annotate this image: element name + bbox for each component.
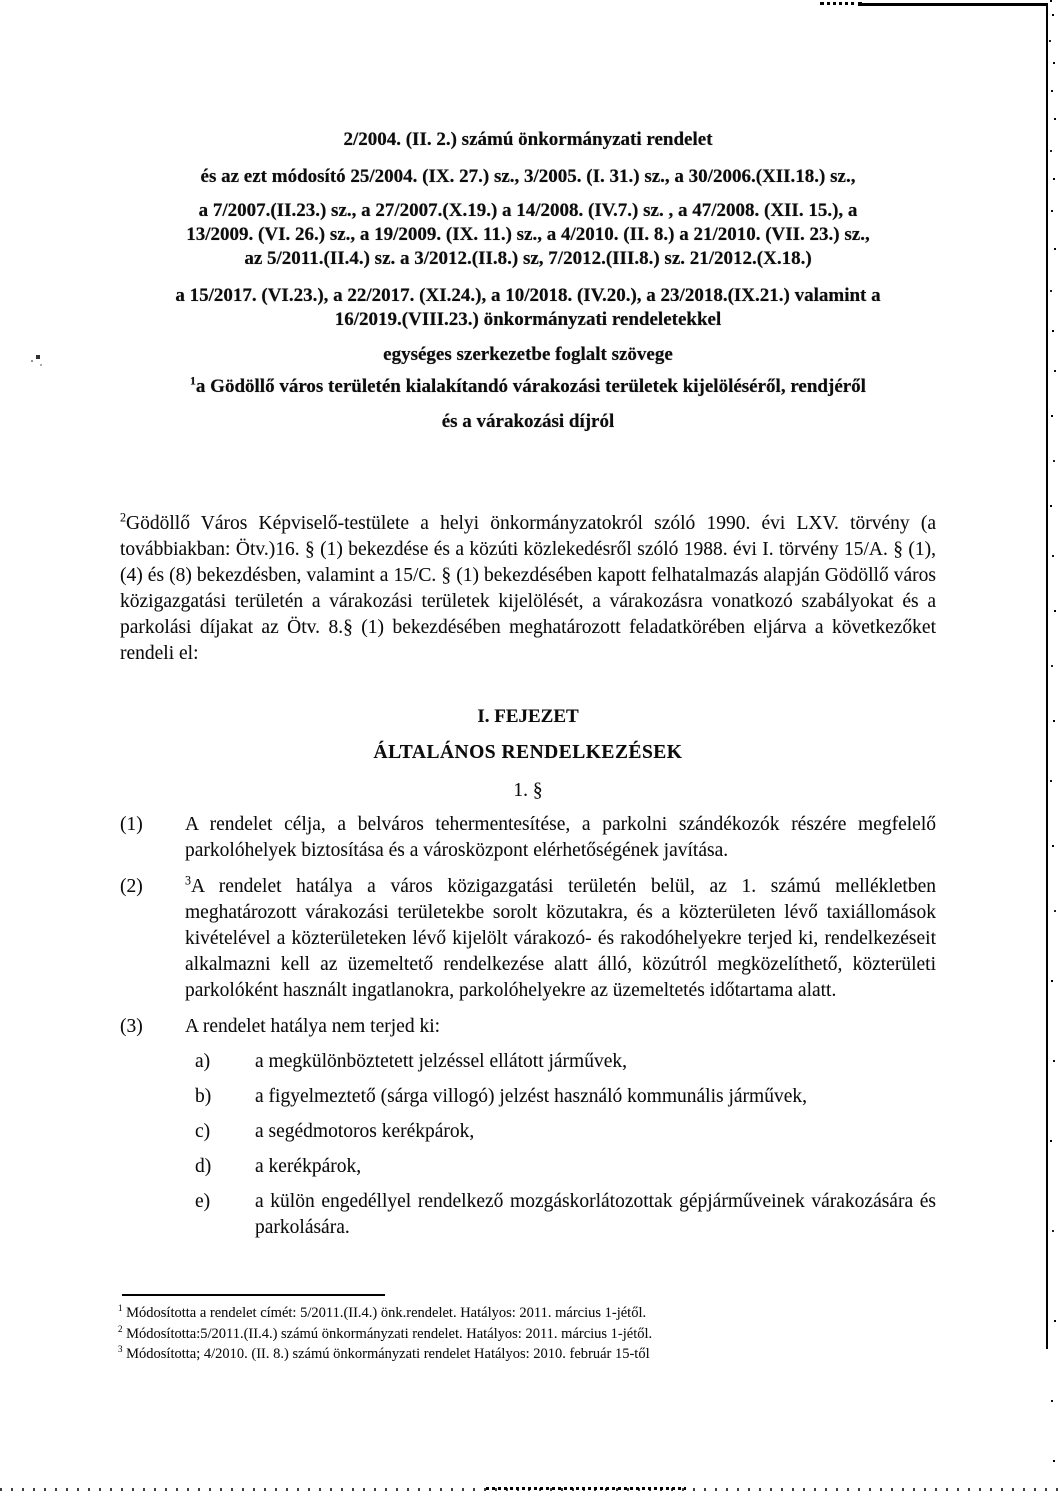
decree-subject-subtitle: és a várakozási díjról: [441, 411, 615, 432]
amendments-block-3: [120, 284, 936, 332]
amendments-block2-line1: a 7/2007.(II.23.) sz., a 27/2007.(X.19.) a 14/2008. (IV.7.) sz. , a 47/2008. (XII. 15.), a: [198, 200, 858, 221]
list-item-e-text: a külön engedéllyel rendelkező mozgáskorlátozottak gépjárműveinek várakozására és parkolására.: [255, 1191, 936, 1238]
paragraph-3: [120, 1014, 936, 1040]
amendments-block-2: [120, 199, 936, 271]
paragraph-3-number: (3): [120, 1016, 143, 1037]
scan-artifact-left-speck: [36, 355, 40, 359]
list-item-d: [120, 1154, 936, 1180]
footnote-ref-2: 2: [120, 510, 127, 525]
scan-artifact-bottom-line: [0, 1488, 1058, 1491]
scan-artifact-right-line: [1046, 4, 1048, 1349]
amendments-block2-line2: 13/2009. (VI. 26.) sz., a 19/2009. (IX. 11.) sz., a 4/2010. (II. 8.) a 21/2010. (VII. 23.) sz.,: [186, 224, 870, 245]
paragraph-2: [120, 874, 936, 1004]
scan-artifact-top-dots: [820, 2, 862, 5]
amendments-block3-line1: a 15/2017. (VI.23.), a 22/2017. (XI.24.), a 10/2018. (IV.20.), a 23/2018.(IX.21.) valamint a: [175, 285, 881, 306]
list-item-a: [120, 1049, 936, 1075]
scan-artifact-right-noise: [1050, 0, 1052, 2]
list-item-e-label: e): [195, 1191, 211, 1212]
list-item-c: [120, 1119, 936, 1145]
paragraph-1-text: A rendelet célja, a belváros tehermentesítése, a parkolni szándékozók részére megfelelő parkolóhelyek biztosítása és a városközpont elérhetőségének javítása.: [185, 814, 936, 861]
scan-artifact-bottom-dense-segment: [486, 1487, 686, 1490]
chapter-number: I. FEJEZET: [477, 706, 579, 727]
paragraph-2-number: (2): [120, 876, 143, 897]
list-item-d-label: d): [195, 1156, 212, 1177]
footnote-1: $^1$ Módosította a rendelet címét: 5/2011.(II.4.) önk.rendelet. Hatályos: 2011. március 1-jétől.: [118, 1303, 647, 1321]
paragraph-2-text: $^3$A rendelet hatálya a város közigazgatási területén belül, az 1. számú mellékletben meghatározott várakozási területekbe sorolt közutakra, és a közterületen lévő taxiállomások kivételével a közterületeken lévő kijelölt várakozó- és rakodóhelyekre terjed ki, rendelkezéseit alkalmazni kell az üzemeltető rendelkezése alatt álló, közútról megközelíthető, közterületi parkolóként használt ingatlanokra, parkolóhelyekre az üzemeltetés időtartama alatt.: [185, 873, 936, 1001]
paragraph-1: [120, 812, 936, 864]
list-item-a-text: a megkülönböztetett jelzéssel ellátott járművek,: [255, 1051, 627, 1072]
scan-artifact-top-line: [858, 3, 1048, 6]
footnote-3: $^3$ Módosította; 4/2010. (II. 8.) számú önkormányzati rendelet Hatályos: 2010. február 15-től: [118, 1344, 650, 1362]
list-item-b-text: a figyelmeztető (sárga villogó) jelzést használó kommunális járművek,: [255, 1086, 807, 1107]
decree-subject-title: $^1$a Gödöllő város területén kialakítandó várakozási területek kijelöléséről, rendjéről: [190, 374, 866, 397]
consolidated-text-label: egységes szerkezetbe foglalt szövege: [383, 344, 673, 365]
preamble-paragraph: $^2$Gödöllő Város Képviselő-testülete a helyi önkormányzatokról szóló 1990. évi LXV. törvény (a továbbiakban: Ötv.)16. § (1) bekezdése és a közúti közlekedésről szóló 1988. évi I. törvény 15/A. § (1), (4) és (8) bekezdésben, valamint a 15/C. § (1) bekezdésében kapott felhatalmazás alapján Gödöllő város közigazgatási területén a várakozási területek kijelölését, a várakozásra vonatkozó szabályokat és a parkolási díjakat az Ötv. 8.§ (1) bekezdésében meghatározott feladatkörében eljárva a következőket rendeli el:: [120, 510, 936, 664]
footnotes-block: [118, 1303, 838, 1365]
footnote-ref-1: 1: [190, 374, 196, 388]
document-body: [120, 128, 936, 1241]
list-item-b-label: b): [195, 1086, 212, 1107]
decree-title-line: 2/2004. (II. 2.) számú önkormányzati rendelet: [343, 129, 713, 150]
footnote-2: $^2$ Módosította:5/2011.(II.4.) számú önkormányzati rendelet. Hatályos: 2011. március 1-jétől.: [118, 1323, 653, 1342]
list-item-c-label: c): [195, 1121, 211, 1142]
paragraph-3-text: A rendelet hatálya nem terjed ki:: [185, 1016, 441, 1037]
list-item-b: [120, 1084, 936, 1110]
list-item-d-text: a kerékpárok,: [255, 1156, 362, 1177]
chapter-title: ÁLTALÁNOS RENDELKEZÉSEK: [373, 742, 683, 763]
amendments-block3-line2: 16/2019.(VIII.23.) önkormányzati rendeletekkel: [334, 309, 722, 330]
section-number: 1. §: [513, 780, 543, 801]
amendments-line-1: és az ezt módosító 25/2004. (IX. 27.) sz., 3/2005. (I. 31.) sz., a 30/2006.(XII.18.) sz.,: [200, 166, 856, 187]
list-item-c-text: a segédmotoros kerékpárok,: [255, 1121, 475, 1142]
footnote-ref-3: 3: [185, 873, 192, 888]
list-item-a-label: a): [195, 1051, 211, 1072]
amendments-block2-line3: az 5/2011.(II.4.) sz. a 3/2012.(II.8.) sz, 7/2012.(III.8.) sz. 21/2012.(X.18.): [244, 248, 812, 269]
list-item-e: [120, 1189, 936, 1241]
footnote-separator-rule: [122, 1294, 385, 1296]
paragraph-1-number: (1): [120, 814, 143, 835]
